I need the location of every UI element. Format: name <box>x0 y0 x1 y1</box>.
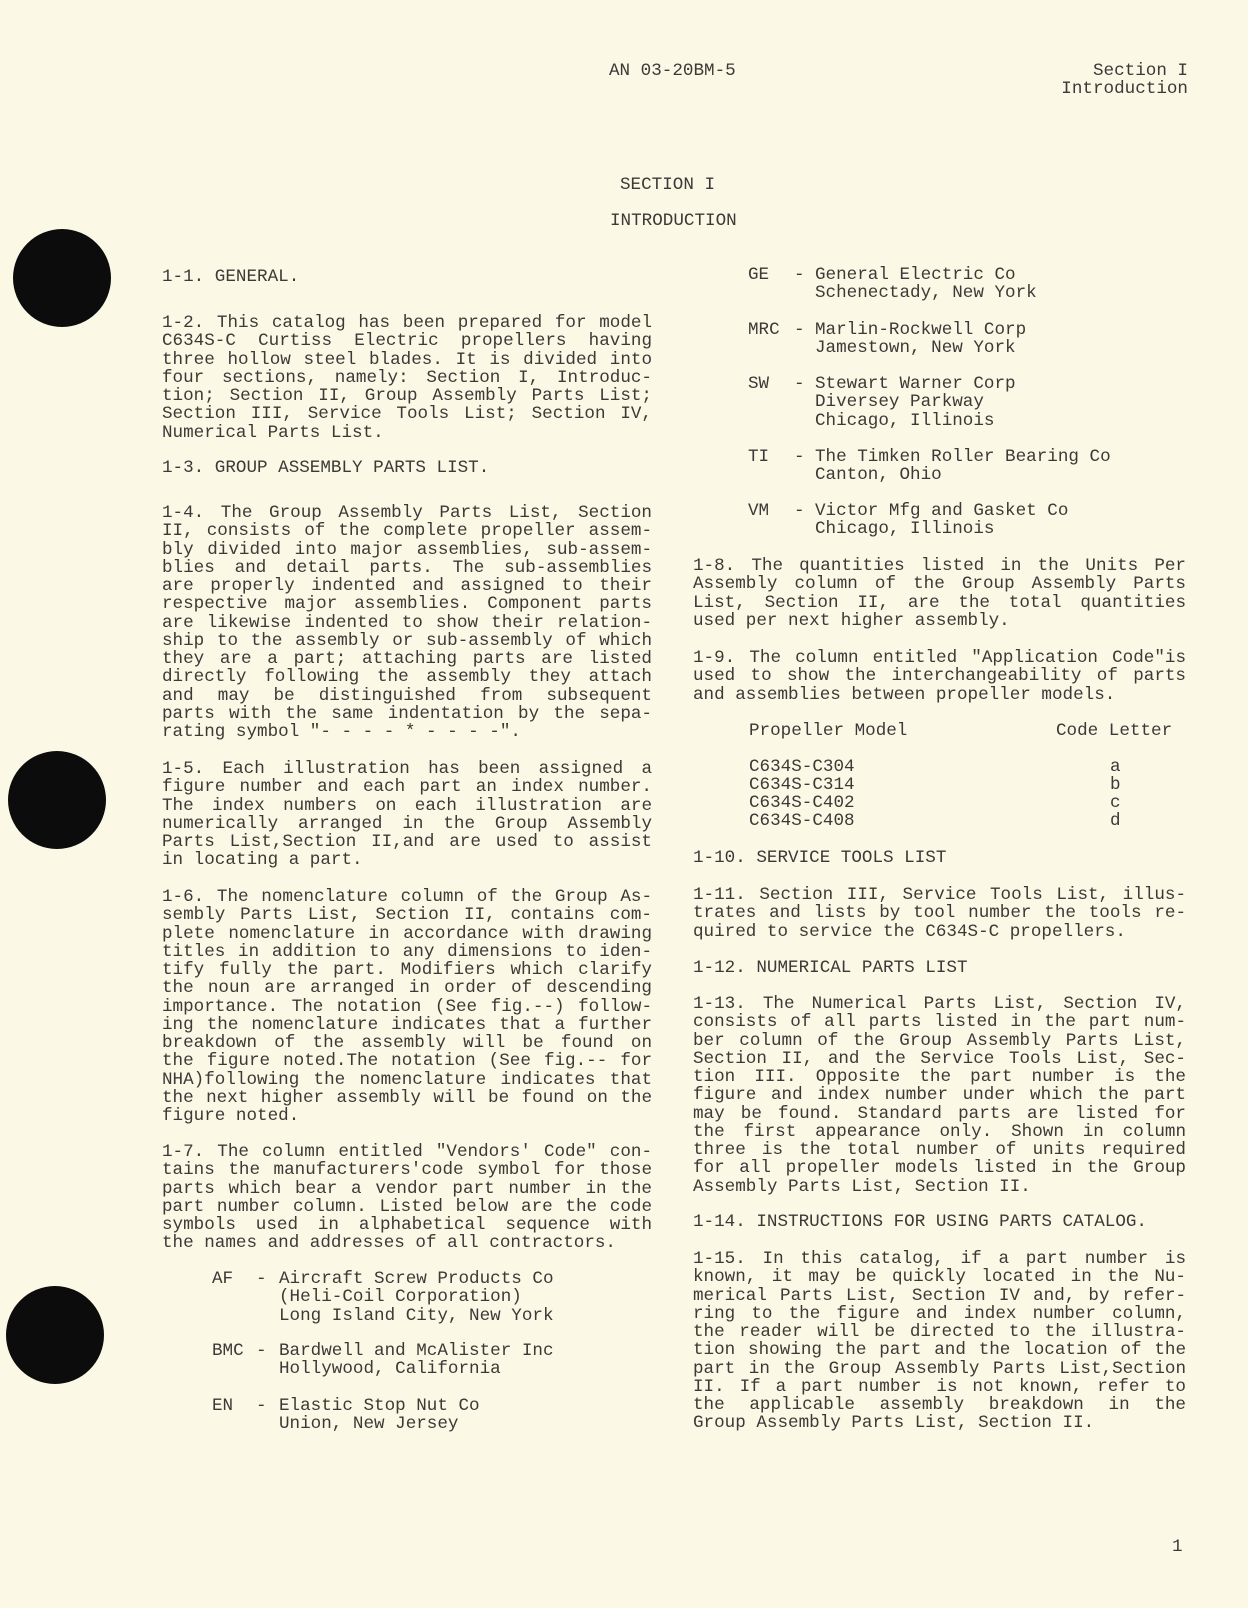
paragraph <box>162 268 652 286</box>
paragraph-line: ship to the assembly or sub-assembly of which <box>162 630 652 651</box>
vendor-dash: - <box>256 1341 267 1361</box>
paragraph-line: 1-9. The column entitled "Application Code"is <box>693 648 1186 668</box>
paragraph-line: 1-4. The Group Assembly Parts List, Section <box>162 503 652 523</box>
vendor-code: MRC <box>748 320 780 340</box>
paragraph-line: Parts List,Section II,and are used to assist <box>162 832 652 852</box>
paragraph-line: and may be distinguished from subsequent <box>162 685 652 706</box>
binder-hole-bottom <box>6 1286 104 1384</box>
table-model: C634S-C408 <box>749 811 855 831</box>
paragraph-line: in locating a part. <box>162 850 363 871</box>
table-model: C634S-C314 <box>749 775 855 795</box>
vendor-address-line: Union, New Jersey <box>279 1414 459 1435</box>
paragraph-line: the next higher assembly will be found on the <box>162 1087 652 1108</box>
paragraph-line: known, it may be quickly located in the Nu- <box>693 1267 1186 1288</box>
paragraph-line: II. If a part number is not known, refer to <box>693 1376 1186 1397</box>
paragraph-line: NHA)following the nomenclature indicates that <box>162 1069 652 1090</box>
vendor-address-line: (Heli-Coil Corporation) <box>279 1287 522 1308</box>
vendor-address-line: Schenectady, New York <box>815 283 1037 304</box>
vendor-address-line: Chicago, Illinois <box>815 519 995 540</box>
vendor-dash: - <box>794 265 805 285</box>
paragraph-line: consists of all parts listed in the part num- <box>693 1012 1186 1033</box>
vendor-address-line: Hollywood, California <box>279 1359 501 1380</box>
paragraph-line: 1-11. Section III, Service Tools List, illus- <box>693 885 1186 905</box>
paragraph-line: 1-13. The Numerical Parts List, Section IV, <box>693 994 1186 1014</box>
vendor-code: SW <box>748 374 770 394</box>
vendor-address <box>279 1342 554 1379</box>
vendor-address-line: Jamestown, New York <box>815 338 1016 359</box>
paragraph-line: plete nomenclature in accordance with drawing <box>162 923 652 944</box>
table-header-model: Propeller Model <box>749 721 908 741</box>
paragraph-line: List, Section II, are the total quantities <box>693 592 1186 613</box>
paragraph-line: respective major assemblies. Component parts <box>162 594 652 615</box>
paragraph-line: the names and addresses of all contractors. <box>162 1233 616 1254</box>
paragraph-line: directly following the assembly they attach <box>162 667 652 688</box>
vendor-code: GE <box>748 265 770 285</box>
paragraph-line: figure and index number under which the part <box>693 1085 1186 1106</box>
paragraph <box>162 1143 652 1253</box>
table-model: C634S-C402 <box>749 793 855 813</box>
paragraph-line: are likewise indented to show their relation- <box>162 612 652 633</box>
paragraph-line: three hollow steel blades. It is divided into <box>162 349 652 370</box>
paragraph-line: part number column. Listed below are the code <box>162 1196 652 1217</box>
table-code: b <box>1110 775 1121 795</box>
header-section: Section I <box>1092 61 1188 81</box>
vendor-address-line: The Timken Roller Bearing Co <box>815 447 1111 467</box>
vendor-address <box>815 375 1016 430</box>
paragraph-line: Section III, Service Tools List; Section IV, <box>162 404 652 425</box>
paragraph-line: may be found. Standard parts are listed for <box>693 1103 1186 1124</box>
paragraph-line: 1-5. Each illustration has been assigned a <box>162 759 652 779</box>
paragraph <box>693 886 1186 941</box>
paragraph-line: part in the Group Assembly Parts List,Section <box>693 1358 1186 1379</box>
vendor-address <box>279 1270 554 1325</box>
paragraph-line: tion III. Opposite the part number is the <box>693 1067 1186 1087</box>
paragraph-line: tion; Section II, Group Assembly Parts List; <box>162 386 652 406</box>
vendor-dash: - <box>794 501 805 521</box>
vendor-address-line: Canton, Ohio <box>815 465 942 486</box>
paragraph-line: four sections, namely: Section I, Introduc- <box>162 367 652 388</box>
binder-hole-middle <box>8 751 106 849</box>
paragraph <box>693 1213 1186 1231</box>
paragraph-line: figure number and each part an index number. <box>162 777 652 798</box>
paragraph-line: trates and lists by tool number the tools re- <box>693 903 1186 924</box>
paragraph-line: used to show the interchangeability of parts <box>693 666 1186 687</box>
paragraph <box>693 849 1186 867</box>
paragraph-line: the noun are arranged in order of descending <box>162 978 652 999</box>
paragraph-line: Numerical Parts List. <box>162 422 384 443</box>
paragraph <box>693 995 1186 1196</box>
vendor-address-line: Aircraft Screw Products Co <box>279 1269 554 1289</box>
vendor-dash: - <box>794 320 805 340</box>
paragraph-line: 1-1. GENERAL. <box>162 267 300 287</box>
binder-hole-top <box>13 229 111 327</box>
vendor-address <box>815 266 1037 303</box>
vendor-code: BMC <box>212 1341 244 1361</box>
paragraph-line: the reader will be directed to the illustra- <box>693 1322 1186 1342</box>
paragraph <box>693 557 1186 630</box>
paragraph-line: rating symbol "- - - - * - - - -". <box>162 722 521 742</box>
paragraph-line: The index numbers on each illustration are <box>162 795 652 816</box>
paragraph <box>162 459 652 477</box>
table-code: d <box>1110 811 1121 831</box>
paragraph <box>693 649 1186 704</box>
paragraph-line: ber column of the Group Assembly Parts List, <box>693 1030 1186 1051</box>
table-header-code: Code Letter <box>1056 721 1173 741</box>
vendor-dash: - <box>794 374 805 394</box>
paragraph-line: are properly indented and assigned to their <box>162 576 652 596</box>
vendor-dash: - <box>794 447 805 467</box>
vendor-address <box>815 321 1026 358</box>
paragraph-line: bly divided into major assemblies, sub-assem- <box>162 539 652 560</box>
vendor-dash: - <box>256 1396 267 1416</box>
paragraph-line: they are a part; attaching parts are listed <box>162 649 652 669</box>
section-title: INTRODUCTION <box>610 211 737 231</box>
vendor-address-line: Chicago, Illinois <box>815 410 995 431</box>
page-number: 1 <box>1172 1537 1183 1557</box>
vendor-address-line: Diversey Parkway <box>815 392 984 413</box>
paragraph <box>693 959 1186 977</box>
vendor-address-line: Bardwell and McAlister Inc <box>279 1341 554 1361</box>
vendor-code: AF <box>212 1269 234 1289</box>
paragraph-line: tion showing the part and the location of the <box>693 1340 1186 1361</box>
doc-number: AN 03-20BM-5 <box>609 61 736 81</box>
paragraph-line: 1-2. This catalog has been prepared for model <box>162 313 652 333</box>
paragraph-line: used per next higher assembly. <box>693 610 1010 631</box>
paragraph-line: ing the nomenclature indicates that a further <box>162 1014 652 1035</box>
paragraph <box>693 1250 1186 1433</box>
vendor-address-line: Elastic Stop Nut Co <box>279 1396 480 1416</box>
paragraph-line: tains the manufacturers'code symbol for those <box>162 1160 652 1181</box>
paragraph-line: Assembly column of the Group Assembly Parts <box>693 574 1186 595</box>
paragraph-line: quired to service the C634S-C propellers. <box>693 921 1126 942</box>
paragraph-line: 1-14. INSTRUCTIONS FOR USING PARTS CATALOG. <box>693 1212 1147 1232</box>
table-code: c <box>1110 793 1121 813</box>
paragraph-line: importance. The notation (See fig.--) follow- <box>162 996 652 1017</box>
vendor-address <box>815 502 1068 539</box>
vendor-address-line: General Electric Co <box>815 265 1016 285</box>
table-code: a <box>1110 757 1121 777</box>
paragraph-line: three is the total number of units required <box>693 1140 1186 1160</box>
vendor-address-line: Long Island City, New York <box>279 1305 554 1326</box>
paragraph <box>162 504 652 741</box>
paragraph-line: II, consists of the complete propeller assem- <box>162 521 652 542</box>
paragraph-line: sembly Parts List, Section II, contains com- <box>162 905 652 926</box>
vendor-address <box>279 1397 480 1434</box>
paragraph-line: 1-10. SERVICE TOOLS LIST <box>693 848 947 868</box>
paragraph <box>162 314 652 442</box>
paragraph-line: parts with the same indentation by the sepa- <box>162 703 652 724</box>
paragraph-line: ring to the figure and index number column, <box>693 1303 1186 1324</box>
paragraph-line: C634S-C Curtiss Electric propellers having <box>162 331 652 352</box>
paragraph-line: tify fully the part. Modifiers which clarify <box>162 960 652 980</box>
paragraph <box>162 760 652 870</box>
vendor-address <box>815 448 1111 485</box>
section-heading: SECTION I <box>620 175 716 195</box>
paragraph <box>162 888 652 1125</box>
paragraph-line: Group Assembly Parts List, Section II. <box>693 1413 1095 1434</box>
vendor-address-line: Victor Mfg and Gasket Co <box>815 501 1069 521</box>
paragraph-line: symbols used in alphabetical sequence with <box>162 1215 652 1235</box>
vendor-address-line: Marlin-Rockwell Corp <box>815 320 1027 340</box>
header-section-title: Introduction <box>1061 79 1188 99</box>
paragraph-line: and assemblies between propeller models. <box>693 684 1116 705</box>
paragraph-line: the first appearance only. Shown in column <box>693 1121 1186 1142</box>
paragraph-line: 1-15. In this catalog, if a part number is <box>693 1249 1186 1269</box>
paragraph-line: blies and detail parts. The sub-assemblies <box>162 557 652 578</box>
paragraph-line: 1-7. The column entitled "Vendors' Code" con- <box>162 1142 652 1162</box>
paragraph-line: the applicable assembly breakdown in the <box>693 1395 1186 1415</box>
vendor-address-line: Stewart Warner Corp <box>815 374 1016 394</box>
paragraph-line: Section II, and the Service Tools List, Sec- <box>693 1048 1186 1069</box>
paragraph-line: numerically arranged in the Group Assembly <box>162 813 652 834</box>
paragraph-line: 1-8. The quantities listed in the Units Per <box>693 556 1186 576</box>
paragraph-line: parts which bear a vendor part number in the <box>162 1178 652 1199</box>
paragraph-line: breakdown of the assembly will be found on <box>162 1033 652 1053</box>
vendor-code: VM <box>748 501 770 521</box>
vendor-code: TI <box>748 447 770 467</box>
paragraph-line: 1-3. GROUP ASSEMBLY PARTS LIST. <box>162 458 490 478</box>
paragraph-line: Assembly Parts List, Section II. <box>693 1176 1031 1197</box>
table-model: C634S-C304 <box>749 757 855 777</box>
paragraph-line: merical Parts List, Section IV and, by refer- <box>693 1285 1186 1306</box>
vendor-dash: - <box>256 1269 267 1289</box>
paragraph-line: figure noted. <box>162 1106 300 1126</box>
paragraph-line: 1-12. NUMERICAL PARTS LIST <box>693 958 968 978</box>
paragraph-line: for all propeller models listed in the Group <box>693 1158 1186 1179</box>
vendor-code: EN <box>212 1396 234 1416</box>
paragraph-line: the figure noted.The notation (See fig.-- for <box>162 1051 652 1072</box>
paragraph-line: titles in addition to any dimensions to iden- <box>162 941 652 962</box>
paragraph-line: 1-6. The nomenclature column of the Group As- <box>162 887 652 907</box>
